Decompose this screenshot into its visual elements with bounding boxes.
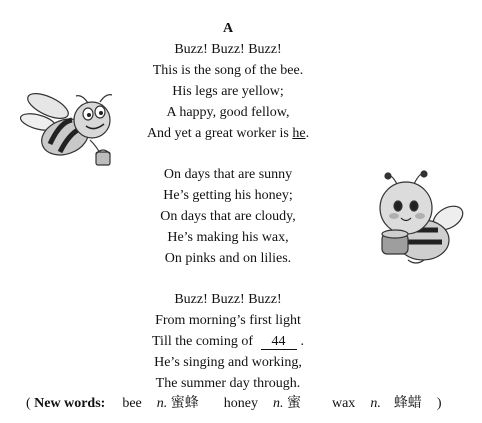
new-words-row [26, 395, 441, 413]
word: wax [331, 396, 356, 411]
poem-line: A happy, good fellow, [166, 105, 290, 120]
poem-line [0, 333, 456, 351]
meaning: 蜜 [286, 396, 301, 411]
poem-line: He’s getting his honey; [163, 188, 293, 203]
poem-line: On days that are cloudy, [160, 209, 296, 224]
poem-line: He’s making his wax, [167, 230, 289, 245]
part-of-speech: n. [370, 396, 381, 411]
poem-line: He’s singing and working, [154, 355, 302, 370]
part-of-speech: n. [156, 396, 168, 411]
poem-line: The summer day through. [155, 376, 301, 391]
close-paren: ) [436, 396, 442, 411]
poem-line: Buzz! Buzz! Buzz! [174, 42, 282, 57]
poem-line: Buzz! Buzz! Buzz! [174, 292, 282, 307]
open-paren: ( [26, 396, 31, 411]
answer-blank[interactable]: 44 [261, 334, 297, 350]
poem-line-text: And yet a great worker is [146, 126, 293, 141]
period: . [305, 126, 310, 141]
new-words-label: New words: [34, 396, 106, 411]
poem-line: This is the song of the bee. [152, 63, 304, 78]
poem-line: On pinks and on lilies. [164, 251, 292, 266]
period: . [300, 334, 304, 349]
word: bee [122, 396, 142, 411]
poem-line-text: Till the coming of [152, 334, 257, 349]
poem-line: His legs are yellow; [172, 84, 284, 99]
meaning: 蜜蜂 [170, 396, 199, 411]
flying-bee-illustration [20, 92, 135, 177]
word: honey [223, 396, 258, 411]
poem-line: From morning’s first light [155, 313, 301, 328]
part-of-speech: n. [272, 396, 284, 411]
poem-title: A [222, 21, 234, 36]
honey-bee-illustration [368, 168, 468, 268]
poem-line: On days that are sunny [163, 167, 293, 182]
underlined-word: he [292, 126, 306, 141]
meaning: 蜂蜡 [393, 396, 422, 411]
